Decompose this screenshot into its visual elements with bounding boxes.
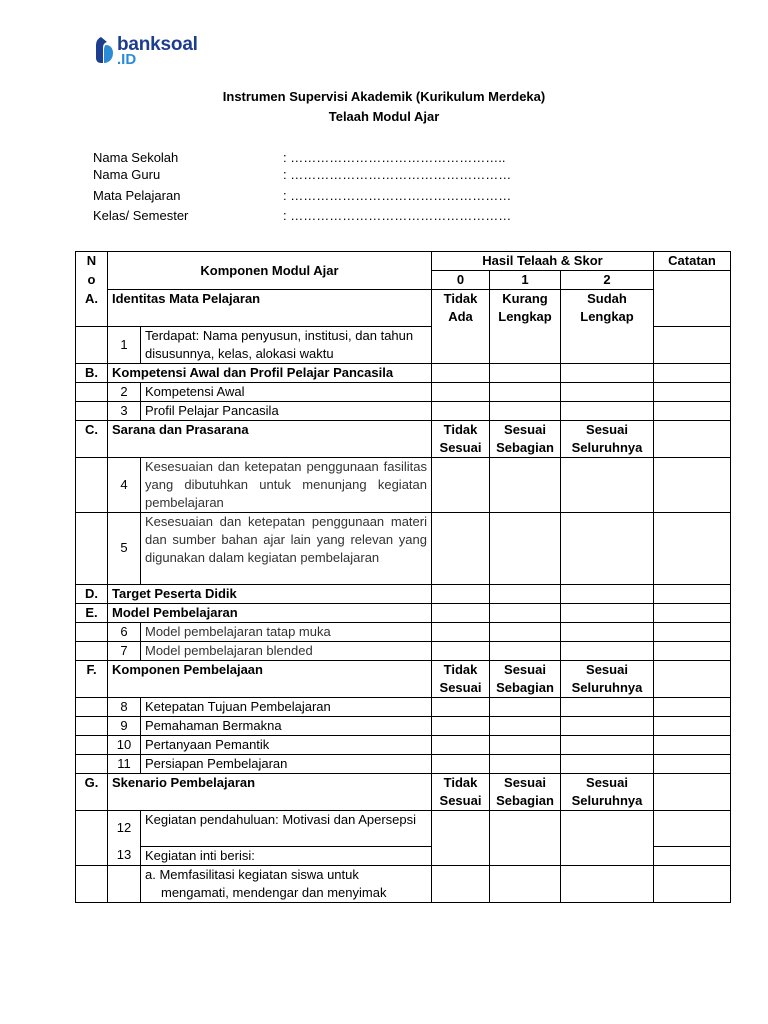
document-subtitle: Telaah Modul Ajar bbox=[328, 109, 440, 124]
section-letter: D. bbox=[76, 584, 108, 603]
score-cell bbox=[432, 401, 490, 420]
score-label-2: Sesuai Seluruhnya bbox=[561, 773, 654, 810]
field-nama-sekolah bbox=[93, 150, 505, 165]
score-cell bbox=[561, 457, 654, 512]
item-no: 5 bbox=[108, 512, 141, 584]
table-cell bbox=[76, 641, 108, 660]
item-text: Pemahaman Bermakna bbox=[141, 716, 432, 735]
catatan-cell bbox=[654, 271, 731, 290]
table-cell bbox=[76, 735, 108, 754]
score-cell bbox=[490, 603, 561, 622]
table-cell bbox=[76, 401, 108, 420]
score-cell bbox=[490, 641, 561, 660]
field-label: Mata Pelajaran bbox=[93, 188, 181, 203]
table-cell bbox=[76, 865, 108, 902]
section-title: Kompetensi Awal dan Profil Pelajar Pancasila bbox=[108, 363, 432, 382]
catatan-cell bbox=[654, 641, 731, 660]
section-title: Identitas Mata Pelajaran bbox=[108, 290, 432, 327]
field-mata-pelajaran bbox=[93, 188, 511, 203]
catatan-cell bbox=[654, 754, 731, 773]
score-cell bbox=[490, 584, 561, 603]
item-text: Pertanyaan Pemantik bbox=[141, 735, 432, 754]
score-cell bbox=[432, 865, 490, 902]
catatan-cell bbox=[654, 401, 731, 420]
item-text: Kegiatan inti berisi: bbox=[141, 846, 432, 865]
score-cell bbox=[490, 735, 561, 754]
item-no: 9 bbox=[108, 716, 141, 735]
item-text: Profil Pelajar Pancasila bbox=[141, 401, 432, 420]
catatan-cell bbox=[654, 810, 731, 846]
item-text: Kompetensi Awal bbox=[141, 382, 432, 401]
catatan-cell bbox=[654, 773, 731, 810]
catatan-cell bbox=[654, 382, 731, 401]
header-no: N bbox=[76, 252, 108, 271]
table-cell bbox=[76, 457, 108, 512]
score-cell bbox=[432, 716, 490, 735]
header-hasil: Hasil Telaah & Skor bbox=[432, 252, 654, 271]
score-label-0: Tidak Sesuai bbox=[432, 773, 490, 810]
catatan-cell bbox=[654, 457, 731, 512]
score-label-1: Kurang Lengkap bbox=[490, 290, 561, 327]
score-cell bbox=[490, 810, 561, 846]
logo-text-sub: .ID bbox=[117, 51, 137, 68]
score-cell bbox=[561, 697, 654, 716]
score-label-2: Sesuai Seluruhnya bbox=[561, 660, 654, 697]
section-title: Model Pembelajaran bbox=[108, 603, 432, 622]
table-cell bbox=[76, 382, 108, 401]
score-cell bbox=[432, 363, 490, 382]
item-text: Ketepatan Tujuan Pembelajaran bbox=[141, 697, 432, 716]
table-cell bbox=[76, 326, 108, 363]
item-no: 3 bbox=[108, 401, 141, 420]
score-cell bbox=[561, 512, 654, 584]
score-cell bbox=[432, 735, 490, 754]
score-cell bbox=[561, 401, 654, 420]
score-cell bbox=[561, 584, 654, 603]
score-cell bbox=[490, 382, 561, 401]
score-cell bbox=[432, 810, 490, 846]
catatan-cell bbox=[654, 363, 731, 382]
score-cell bbox=[490, 326, 561, 363]
field-label: Nama Guru bbox=[93, 167, 161, 182]
score-cell bbox=[561, 865, 654, 902]
section-title: Sarana dan Prasarana bbox=[108, 420, 432, 457]
score-label-0: Tidak Sesuai bbox=[432, 420, 490, 457]
score-cell bbox=[432, 382, 490, 401]
field-label: Kelas/ Semester bbox=[93, 208, 189, 223]
catatan-cell bbox=[654, 865, 731, 902]
score-cell bbox=[432, 622, 490, 641]
table-cell bbox=[76, 697, 108, 716]
score-label-2: Sudah Lengkap bbox=[561, 290, 654, 327]
table-cell bbox=[76, 754, 108, 773]
field-value: : …………………………………………… bbox=[283, 208, 512, 223]
score-cell bbox=[432, 754, 490, 773]
table-cell bbox=[76, 810, 108, 846]
header-score-0: 0 bbox=[432, 271, 490, 290]
score-cell bbox=[490, 622, 561, 641]
logo-text-main: banksoal bbox=[117, 34, 198, 55]
score-cell bbox=[490, 865, 561, 902]
field-label: Nama Sekolah bbox=[93, 150, 179, 165]
section-letter: C. bbox=[76, 420, 108, 457]
catatan-cell bbox=[654, 420, 731, 457]
item-text: Persiapan Pembelajaran bbox=[141, 754, 432, 773]
catatan-cell bbox=[654, 846, 731, 865]
item-text: Kegiatan pendahuluan: Motivasi dan Apersepsi bbox=[141, 810, 432, 846]
field-value: : …………………………………………… bbox=[283, 188, 512, 203]
banksoal-logo bbox=[95, 34, 205, 68]
document-title: Instrumen Supervisi Akademik (Kurikulum Merdeka) bbox=[222, 89, 546, 104]
item-text bbox=[141, 865, 432, 902]
score-label-1: Sesuai Sebagian bbox=[490, 660, 561, 697]
score-label-1: Sesuai Sebagian bbox=[490, 773, 561, 810]
score-cell bbox=[561, 622, 654, 641]
score-label-0: Tidak Sesuai bbox=[432, 660, 490, 697]
score-cell bbox=[561, 754, 654, 773]
score-cell bbox=[432, 846, 490, 865]
field-nama-guru bbox=[93, 167, 511, 182]
catatan-cell bbox=[654, 716, 731, 735]
score-cell bbox=[561, 603, 654, 622]
logo-mark-icon bbox=[95, 36, 115, 64]
item-no: 10 bbox=[108, 735, 141, 754]
item-no: 4 bbox=[108, 457, 141, 512]
item-no: 7 bbox=[108, 641, 141, 660]
item-text: Kesesuaian dan ketepatan penggunaan fasilitas yang dibutuhkan untuk menunjang kegiatan pembelajaran bbox=[141, 457, 432, 512]
section-title: Skenario Pembelajaran bbox=[108, 773, 432, 810]
score-cell bbox=[561, 641, 654, 660]
score-cell bbox=[490, 363, 561, 382]
catatan-cell bbox=[654, 290, 731, 327]
catatan-cell bbox=[654, 697, 731, 716]
item-no: 2 bbox=[108, 382, 141, 401]
score-cell bbox=[490, 401, 561, 420]
score-cell bbox=[561, 735, 654, 754]
score-cell bbox=[490, 716, 561, 735]
score-cell bbox=[561, 363, 654, 382]
score-cell bbox=[432, 697, 490, 716]
catatan-cell bbox=[654, 735, 731, 754]
score-cell bbox=[490, 846, 561, 865]
header-catatan: Catatan bbox=[654, 252, 731, 271]
score-cell bbox=[432, 326, 490, 363]
score-cell bbox=[432, 457, 490, 512]
telaah-table bbox=[75, 251, 731, 903]
score-cell bbox=[561, 382, 654, 401]
field-value: : …………………………………………… bbox=[283, 167, 512, 182]
score-cell bbox=[561, 326, 654, 363]
catatan-cell bbox=[654, 660, 731, 697]
score-cell bbox=[490, 697, 561, 716]
item-no: 11 bbox=[108, 754, 141, 773]
score-cell bbox=[432, 641, 490, 660]
score-cell bbox=[432, 603, 490, 622]
score-label-0: Tidak Ada bbox=[432, 290, 490, 327]
table-cell bbox=[76, 716, 108, 735]
header-no-cont: o bbox=[76, 271, 108, 290]
item-no: 12 bbox=[108, 810, 141, 846]
header-score-1: 1 bbox=[490, 271, 561, 290]
score-cell bbox=[490, 457, 561, 512]
score-cell bbox=[561, 810, 654, 846]
table-cell bbox=[76, 622, 108, 641]
section-letter: B. bbox=[76, 363, 108, 382]
section-title: Komponen Pembelajaan bbox=[108, 660, 432, 697]
score-cell bbox=[561, 846, 654, 865]
header-komponen: Komponen Modul Ajar bbox=[108, 252, 432, 290]
item-no: 1 bbox=[108, 326, 141, 363]
section-title: Target Peserta Didik bbox=[108, 584, 432, 603]
score-label-1: Sesuai Sebagian bbox=[490, 420, 561, 457]
section-letter: A. bbox=[76, 290, 108, 327]
field-value: : ………………………………………….. bbox=[283, 150, 506, 165]
score-cell bbox=[490, 512, 561, 584]
item-no: 6 bbox=[108, 622, 141, 641]
catatan-cell bbox=[654, 326, 731, 363]
catatan-cell bbox=[654, 512, 731, 584]
item-no: 8 bbox=[108, 697, 141, 716]
item-text: Model pembelajaran tatap muka bbox=[141, 622, 432, 641]
item-no: 13 bbox=[108, 846, 141, 865]
score-cell bbox=[432, 512, 490, 584]
item-text: Terdapat: Nama penyusun, institusi, dan tahun disusunnya, kelas, alokasi waktu bbox=[141, 326, 432, 363]
item-subpoint: a. Memfasilitasi kegiatan siswa untuk mengamati, mendengar dan menyimak bbox=[145, 866, 387, 900]
score-cell bbox=[490, 754, 561, 773]
section-letter: F. bbox=[76, 660, 108, 697]
table-cell bbox=[76, 512, 108, 584]
catatan-cell bbox=[654, 603, 731, 622]
score-cell bbox=[432, 584, 490, 603]
section-letter: E. bbox=[76, 603, 108, 622]
section-letter: G. bbox=[76, 773, 108, 810]
score-cell bbox=[561, 716, 654, 735]
header-score-2: 2 bbox=[561, 271, 654, 290]
item-no bbox=[108, 865, 141, 902]
item-text: Model pembelajaran blended bbox=[141, 641, 432, 660]
table-cell bbox=[76, 846, 108, 865]
field-kelas-semester bbox=[93, 208, 511, 223]
score-label-2: Sesuai Seluruhnya bbox=[561, 420, 654, 457]
catatan-cell bbox=[654, 622, 731, 641]
catatan-cell bbox=[654, 584, 731, 603]
item-text: Kesesuaian dan ketepatan penggunaan materi dan sumber bahan ajar lain yang relevan yang digunakan dalam kegiatan pembelajaran bbox=[141, 512, 432, 584]
